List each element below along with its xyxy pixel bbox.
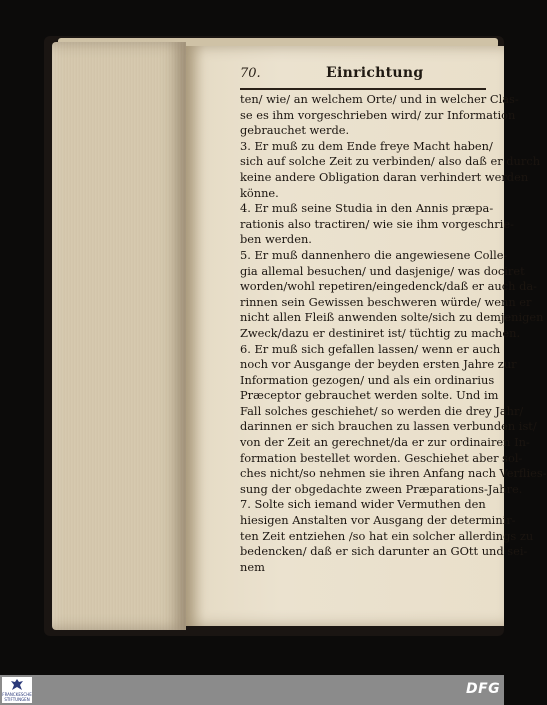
text-line: gebrauchet werde. xyxy=(240,123,350,138)
text-line: von der Zeit an gerechnet/da er zur ordinairen In- xyxy=(240,435,530,450)
text-line: worden/wohl repetiren/eingedenck/daß er auch da- xyxy=(240,279,538,294)
text-line: ten Zeit entziehen /so hat ein solcher allerdings zu xyxy=(240,528,534,543)
text-line: hiesigen Anstalten vor Ausgang der determinir- xyxy=(240,513,516,528)
page-body-text xyxy=(240,92,547,575)
text-line: Zweck/dazu er destiniret ist/ tüchtig zu machen. xyxy=(240,325,521,340)
text-line: Fall solches geschiehet/ so werden die drey Jahr/ xyxy=(240,403,524,418)
text-line: darinnen er sich brauchen zu lassen verbunden ist/ xyxy=(240,419,537,434)
logo-caption-line: FRANCKESCHE xyxy=(2,692,32,697)
text-line: Information gezogen/ und als ein ordinarius xyxy=(240,372,495,387)
text-line: rinnen sein Gewissen beschweren würde/ wenn er xyxy=(240,294,532,309)
page-header xyxy=(240,66,504,86)
text-line: 7. Solte sich iemand wider Vermuthen den xyxy=(240,497,486,512)
text-line: ten/ wie/ an welchem Orte/ und in welcher Clas- xyxy=(240,92,519,106)
header-rule xyxy=(240,88,486,90)
text-line: nem xyxy=(240,559,265,574)
text-line: keine andere Obligation daran verhindert werden xyxy=(240,169,529,184)
text-line: könne. xyxy=(240,185,279,200)
text-line: noch vor Ausgange der beyden ersten Jahre zur xyxy=(240,357,517,372)
text-line: sung der obgedachte zween Præparations-Jahre. xyxy=(240,481,523,496)
running-title: Einrichtung xyxy=(326,65,424,81)
dfg-logo[interactable]: DFG xyxy=(466,681,501,697)
page-number: 70. xyxy=(240,66,261,81)
text-line: 3. Er muß zu dem Ende freye Macht haben/ xyxy=(240,138,493,153)
text-line: 6. Er muß sich gefallen lassen/ wenn er auch xyxy=(240,341,501,356)
institution-logo[interactable] xyxy=(2,677,32,703)
text-line: 5. Er muß dannenhero die angewiesene Colle- xyxy=(240,247,508,262)
viewer-footer-bar xyxy=(0,675,504,705)
page-block-edges xyxy=(52,42,186,630)
text-line: sich auf solche Zeit zu verbinden/ also daß er durch xyxy=(240,154,541,169)
text-line: nicht allen Fleiß anwenden solte/sich zu demjenigen xyxy=(240,310,544,325)
text-line: formation bestellet worden. Geschiehet aber sol- xyxy=(240,450,523,465)
logo-caption xyxy=(2,692,32,702)
text-line: 4. Er muß seine Studia in den Annis præpa- xyxy=(240,201,494,216)
text-line: rationis also tractiren/ wie sie ihm vorgeschrie- xyxy=(240,216,514,231)
text-line: ben werden. xyxy=(240,232,312,247)
text-line: se es ihm vorgeschrieben wird/ zur Information xyxy=(240,107,516,122)
text-line: bedencken/ daß er sich darunter an GOtt und sei- xyxy=(240,544,528,559)
text-line: ches nicht/so nehmen sie ihren Anfang nach Verflies- xyxy=(240,466,547,481)
eagle-emblem-icon xyxy=(10,678,24,692)
text-line: gia allemal besuchen/ und dasjenige/ was dociret xyxy=(240,263,525,278)
logo-caption-line: STIFTUNGEN xyxy=(4,697,30,702)
text-line: Præceptor gebrauchet werden solte. Und im xyxy=(240,388,499,403)
